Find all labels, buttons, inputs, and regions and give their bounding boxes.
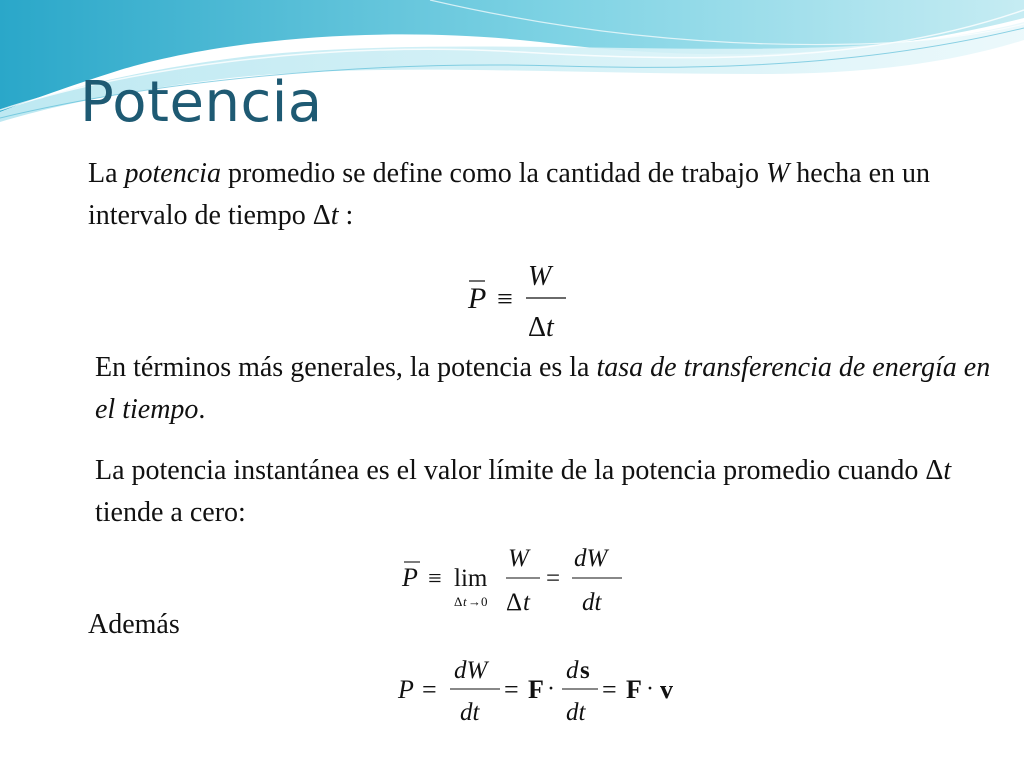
svg-text:dt: dt bbox=[566, 699, 586, 726]
svg-text:≡: ≡ bbox=[497, 284, 513, 315]
svg-text:P: P bbox=[468, 282, 487, 315]
svg-text:=: = bbox=[422, 675, 437, 704]
svg-text:v: v bbox=[660, 675, 673, 704]
svg-text:=: = bbox=[546, 565, 561, 592]
svg-text:F: F bbox=[528, 675, 544, 704]
definition-paragraph: La potencia promedio se define como la cantidad de trabajo W hecha en un intervalo de tiempo Δt : bbox=[88, 158, 931, 231]
svg-text:=: = bbox=[504, 675, 519, 704]
svg-text:dt: dt bbox=[460, 699, 480, 726]
svg-text:dW: dW bbox=[574, 545, 608, 572]
svg-text:s: s bbox=[580, 657, 590, 684]
instantaneous-power-equation bbox=[398, 542, 638, 620]
svg-text:W: W bbox=[528, 261, 552, 292]
svg-text:=: = bbox=[602, 675, 617, 704]
svg-text:·: · bbox=[646, 676, 654, 702]
svg-text:P: P bbox=[402, 563, 418, 592]
power-force-velocity-equation bbox=[396, 652, 696, 732]
svg-text:Δ: Δ bbox=[528, 312, 547, 343]
svg-text:dt: dt bbox=[582, 589, 602, 616]
svg-text:lim: lim bbox=[454, 565, 488, 592]
svg-text:F: F bbox=[626, 675, 642, 704]
svg-text:P: P bbox=[398, 675, 414, 704]
svg-text:≡: ≡ bbox=[428, 566, 442, 592]
average-power-equation bbox=[460, 252, 580, 347]
svg-text:Δ: Δ bbox=[506, 589, 523, 616]
svg-text:Δ: Δ bbox=[454, 594, 463, 609]
svg-text:t: t bbox=[523, 589, 530, 616]
svg-text:t: t bbox=[546, 312, 554, 343]
svg-text:d: d bbox=[566, 657, 579, 684]
svg-text:t: t bbox=[463, 594, 467, 609]
instantaneous-paragraph: La potencia instantánea es el valor límite de la potencia promedio cuando Δt tiende a cero: bbox=[95, 455, 952, 528]
rate-paragraph: En términos más generales, la potencia es la tasa de transferencia de energía en el tiempo. bbox=[95, 352, 991, 425]
svg-text:dW: dW bbox=[454, 657, 488, 684]
slide-title: Potencia bbox=[80, 70, 323, 135]
svg-text:W: W bbox=[508, 545, 529, 572]
ademas-label: Además bbox=[88, 609, 180, 640]
svg-text:·: · bbox=[547, 676, 555, 702]
svg-text:→0: →0 bbox=[468, 594, 488, 609]
